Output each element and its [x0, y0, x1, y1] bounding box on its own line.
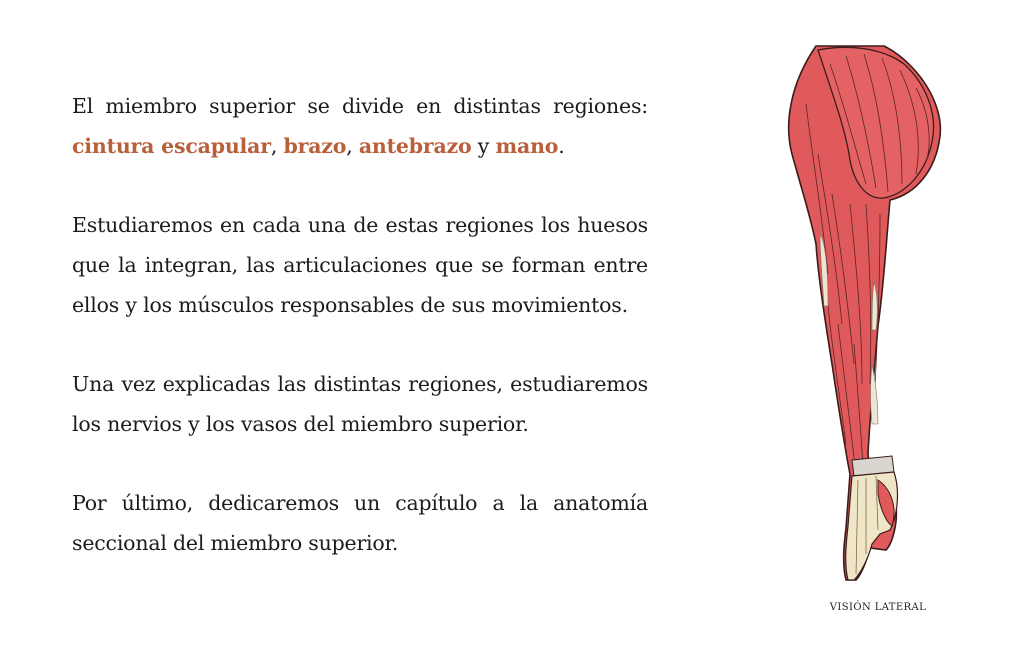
separator: ,	[346, 134, 359, 158]
hand-tendons	[846, 472, 898, 580]
intro-text	[72, 86, 648, 602]
figure-caption: VISIÓN LATERAL	[829, 602, 927, 613]
separator: y	[471, 134, 496, 158]
paragraph-regions	[72, 86, 648, 166]
arm-muscle-illustration	[766, 44, 966, 584]
paragraph-sectional-anatomy: Por último, dedicaremos un capítulo a la anatomía seccional del miembro superior.	[72, 491, 648, 555]
separator: ,	[270, 134, 284, 158]
regions-lead: El miembro superior se divide en distintas regiones:	[72, 94, 648, 118]
arm-lateral-view-drawing	[766, 44, 966, 584]
region-link-antebrazo[interactable]: antebrazo	[358, 134, 472, 158]
paragraph-nerves-vessels: Una vez explicadas las distintas regiones, estudiaremos los nervios y los vasos del miembro superior.	[72, 372, 648, 436]
region-link-brazo[interactable]: brazo	[283, 134, 347, 158]
region-link-mano[interactable]: mano	[495, 134, 559, 158]
sentence-end: .	[558, 134, 565, 158]
paragraph-study-plan: Estudiaremos en cada una de estas regiones los huesos que la integran, las articulaciones que se forman entre ellos y los músculos responsables de sus movimientos.	[72, 213, 648, 317]
region-link-cintura-escapular[interactable]: cintura escapular	[72, 134, 271, 158]
